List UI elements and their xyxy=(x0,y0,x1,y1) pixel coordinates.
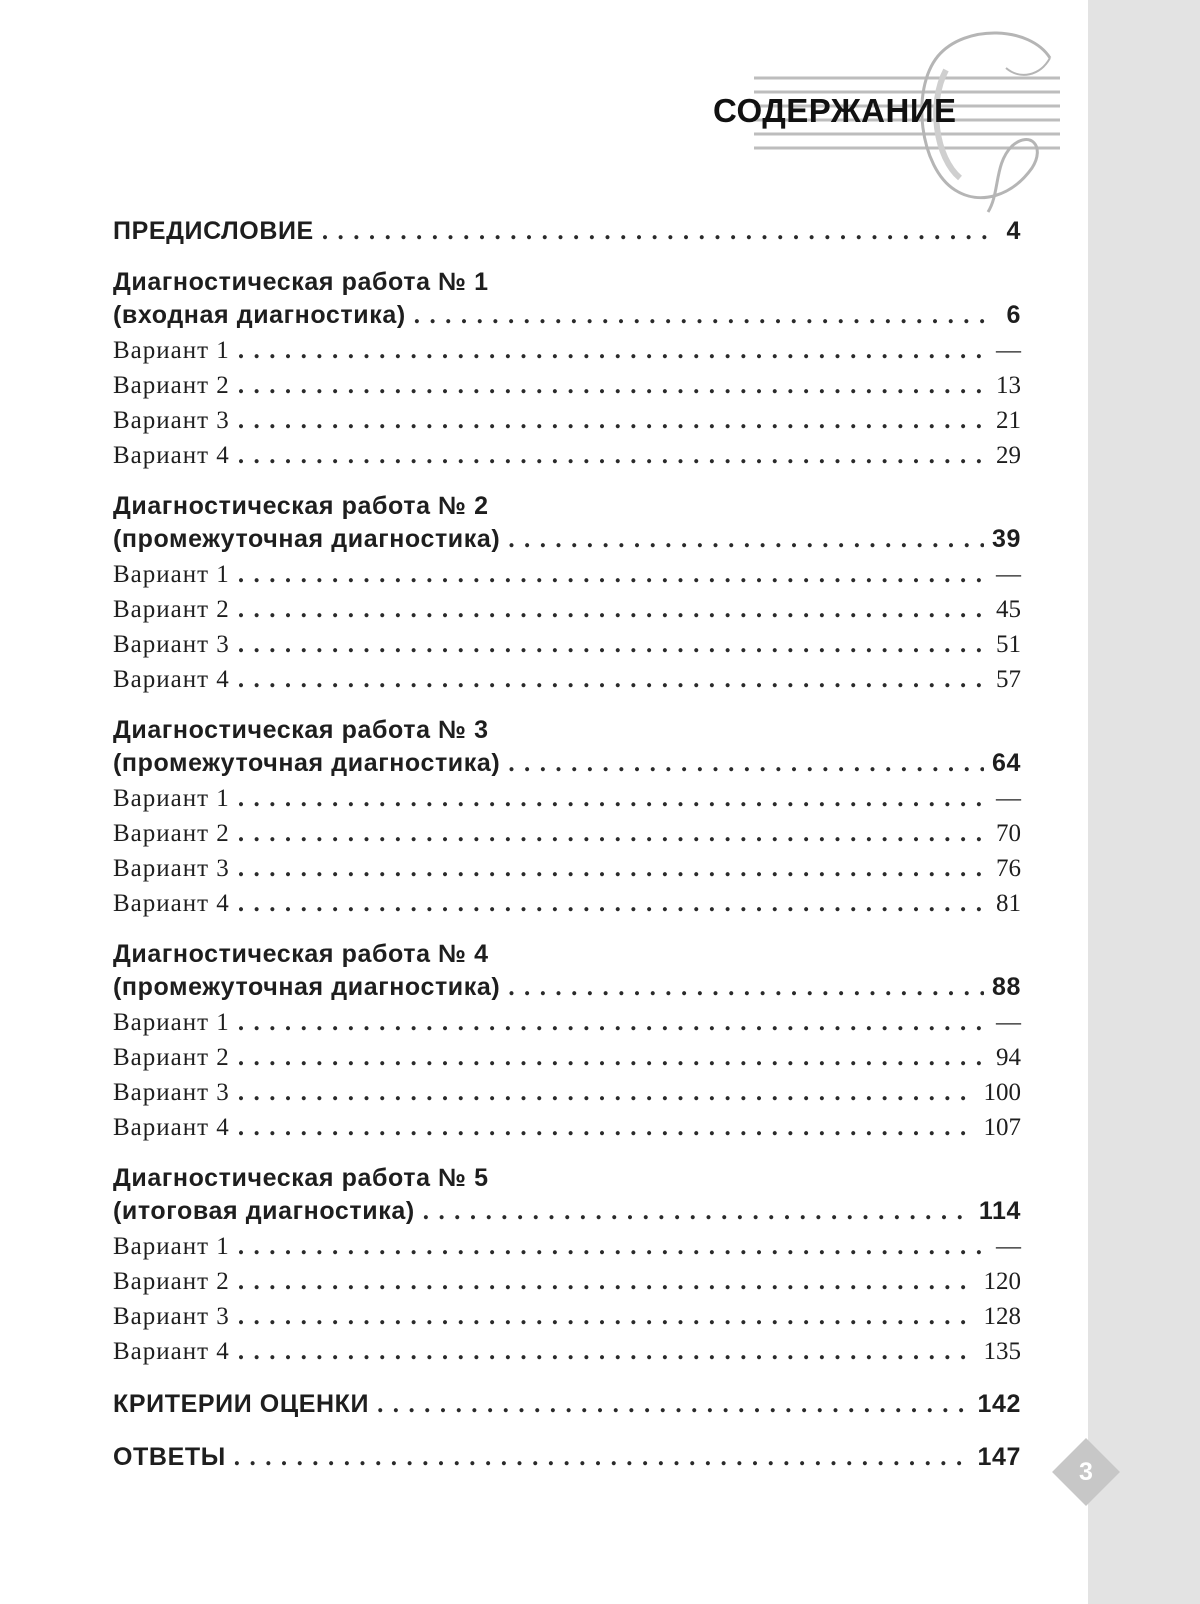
dot-leader xyxy=(238,627,988,662)
toc-entry-variant[interactable] xyxy=(113,1075,1021,1110)
dot-leader xyxy=(238,333,988,368)
toc-entry-page: 94 xyxy=(996,1044,1021,1071)
side-band xyxy=(1088,0,1200,1604)
toc-entry-label: Вариант 4 xyxy=(113,890,230,917)
toc-entry-section[interactable] xyxy=(113,298,1021,333)
toc-entry-label: Вариант 1 xyxy=(113,337,230,364)
toc-section-title xyxy=(113,939,1021,970)
toc-entry-page: 45 xyxy=(996,596,1021,623)
toc-entry-variant[interactable] xyxy=(113,1334,1021,1369)
toc-entry-page: 135 xyxy=(983,1338,1021,1365)
table-of-contents xyxy=(113,214,1021,1493)
page-title: СОДЕРЖАНИЕ xyxy=(713,92,957,129)
dot-leader xyxy=(238,438,988,473)
toc-entry-page: 13 xyxy=(996,372,1021,399)
toc-entry-label: (промежуточная диагностика) xyxy=(113,749,501,777)
toc-entry-label: Вариант 4 xyxy=(113,442,230,469)
toc-entry-section[interactable] xyxy=(113,1194,1021,1229)
dot-leader xyxy=(238,1005,988,1040)
toc-entry-variant[interactable] xyxy=(113,781,1021,816)
dot-leader xyxy=(238,1075,976,1110)
toc-entry-page: 29 xyxy=(996,442,1021,469)
toc-entry-preface[interactable] xyxy=(113,214,1021,249)
toc-entry-label: Вариант 3 xyxy=(113,407,230,434)
toc-entry-label: ОТВЕТЫ xyxy=(113,1443,226,1471)
dot-leader xyxy=(238,557,988,592)
dot-leader xyxy=(238,851,988,886)
toc-entry-page: — xyxy=(996,1009,1021,1036)
toc-entry-page: 21 xyxy=(996,407,1021,434)
dot-leader xyxy=(238,1040,988,1075)
dot-leader xyxy=(508,970,984,1005)
toc-entry-page: 76 xyxy=(996,855,1021,882)
toc-entry-label: Вариант 1 xyxy=(113,561,230,588)
toc-entry-variant[interactable] xyxy=(113,438,1021,473)
section-title-text: Диагностическая работа № 4 xyxy=(113,940,489,968)
toc-entry-variant[interactable] xyxy=(113,403,1021,438)
toc-section-title xyxy=(113,1163,1021,1194)
dot-leader xyxy=(238,592,988,627)
toc-entry-label: Вариант 3 xyxy=(113,1303,230,1330)
section-title-text: Диагностическая работа № 1 xyxy=(113,268,489,296)
dot-leader xyxy=(238,403,988,438)
toc-entry-variant[interactable] xyxy=(113,592,1021,627)
dot-leader xyxy=(238,781,988,816)
toc-entry-label: ПРЕДИСЛОВИЕ xyxy=(113,217,314,245)
toc-entry-label: Вариант 1 xyxy=(113,785,230,812)
toc-entry-variant[interactable] xyxy=(113,627,1021,662)
dot-leader xyxy=(238,1229,988,1264)
toc-entry-label: Вариант 1 xyxy=(113,1009,230,1036)
section-title-text: Диагностическая работа № 5 xyxy=(113,1164,489,1192)
dot-leader xyxy=(238,886,988,921)
dot-leader xyxy=(414,298,989,333)
toc-entry-criteria[interactable] xyxy=(113,1387,1021,1422)
toc-entry-label: Вариант 3 xyxy=(113,631,230,658)
dot-leader xyxy=(238,1334,976,1369)
toc-entry-label: Вариант 2 xyxy=(113,1044,230,1071)
toc-entry-page: 4 xyxy=(1006,217,1021,245)
section-title-text: Диагностическая работа № 3 xyxy=(113,716,489,744)
toc-entry-label: Вариант 2 xyxy=(113,820,230,847)
toc-entry-section[interactable] xyxy=(113,522,1021,557)
toc-section xyxy=(113,1163,1021,1369)
toc-entry-page: 142 xyxy=(977,1390,1021,1418)
toc-entry-section[interactable] xyxy=(113,746,1021,781)
toc-entry-label: Вариант 2 xyxy=(113,1268,230,1295)
toc-entry-label: Вариант 3 xyxy=(113,1079,230,1106)
toc-entry-label: Вариант 3 xyxy=(113,855,230,882)
toc-entry-page: — xyxy=(996,785,1021,812)
toc-entry-label: Вариант 4 xyxy=(113,1338,230,1365)
toc-entry-page: 57 xyxy=(996,666,1021,693)
dot-leader xyxy=(238,368,988,403)
toc-entry-page: 114 xyxy=(978,1197,1021,1225)
toc-entry-variant[interactable] xyxy=(113,333,1021,368)
toc-entry-variant[interactable] xyxy=(113,886,1021,921)
toc-section xyxy=(113,491,1021,697)
toc-entry-variant[interactable] xyxy=(113,1299,1021,1334)
toc-section xyxy=(113,939,1021,1145)
toc-entry-page: 88 xyxy=(991,973,1021,1001)
page-number-badge xyxy=(1050,1436,1122,1508)
toc-entry-page: 100 xyxy=(983,1079,1021,1106)
toc-entry-page: 81 xyxy=(996,890,1021,917)
toc-entry-page: 147 xyxy=(977,1443,1021,1471)
toc-section-title xyxy=(113,491,1021,522)
dot-leader xyxy=(508,522,984,557)
section-title-text: Диагностическая работа № 2 xyxy=(113,492,489,520)
toc-entry-label: Вариант 4 xyxy=(113,1114,230,1141)
toc-entry-variant[interactable] xyxy=(113,816,1021,851)
dot-leader xyxy=(508,746,984,781)
toc-section xyxy=(113,267,1021,473)
toc-section-title xyxy=(113,267,1021,298)
toc-entry-label: (итоговая диагностика) xyxy=(113,1197,415,1225)
toc-entry-variant[interactable] xyxy=(113,851,1021,886)
toc-entry-variant[interactable] xyxy=(113,557,1021,592)
toc-entry-label: (входная диагностика) xyxy=(113,301,406,329)
toc-entry-page: — xyxy=(996,337,1021,364)
toc-entry-label: Вариант 1 xyxy=(113,1233,230,1260)
toc-entry-section[interactable] xyxy=(113,970,1021,1005)
toc-entry-label: КРИТЕРИИ ОЦЕНКИ xyxy=(113,1390,370,1418)
dot-leader xyxy=(322,214,989,249)
toc-entry-variant[interactable] xyxy=(113,1264,1021,1299)
toc-entry-page: 6 xyxy=(1006,301,1021,329)
toc-entry-variant[interactable] xyxy=(113,1229,1021,1264)
toc-entry-label: Вариант 2 xyxy=(113,596,230,623)
toc-entry-variant[interactable] xyxy=(113,662,1021,697)
dot-leader xyxy=(238,662,988,697)
toc-section xyxy=(113,715,1021,921)
toc-entry-label: (промежуточная диагностика) xyxy=(113,973,501,1001)
toc-entry-page: — xyxy=(996,561,1021,588)
toc-entry-page: 120 xyxy=(983,1268,1021,1295)
dot-leader xyxy=(238,1264,976,1299)
toc-entry-variant[interactable] xyxy=(113,1005,1021,1040)
toc-entry-page: — xyxy=(996,1233,1021,1260)
dot-leader xyxy=(377,1387,969,1422)
dot-leader xyxy=(423,1194,971,1229)
toc-entry-variant[interactable] xyxy=(113,1040,1021,1075)
dot-leader xyxy=(238,816,988,851)
toc-entry-page: 70 xyxy=(996,820,1021,847)
toc-entry-page: 64 xyxy=(991,749,1021,777)
page-number: 3 xyxy=(1079,1458,1093,1486)
toc-entry-label: Вариант 2 xyxy=(113,372,230,399)
dot-leader xyxy=(238,1110,976,1145)
toc-entry-page: 128 xyxy=(983,1303,1021,1330)
toc-section-title xyxy=(113,715,1021,746)
toc-entry-page: 51 xyxy=(996,631,1021,658)
dot-leader xyxy=(234,1440,970,1475)
toc-entry-variant[interactable] xyxy=(113,368,1021,403)
dot-leader xyxy=(238,1299,976,1334)
toc-entry-label: (промежуточная диагностика) xyxy=(113,525,501,553)
toc-entry-label: Вариант 4 xyxy=(113,666,230,693)
toc-entry-variant[interactable] xyxy=(113,1110,1021,1145)
toc-entry-page: 107 xyxy=(983,1114,1021,1141)
toc-entry-page: 39 xyxy=(991,525,1021,553)
toc-entry-answers[interactable] xyxy=(113,1440,1021,1475)
